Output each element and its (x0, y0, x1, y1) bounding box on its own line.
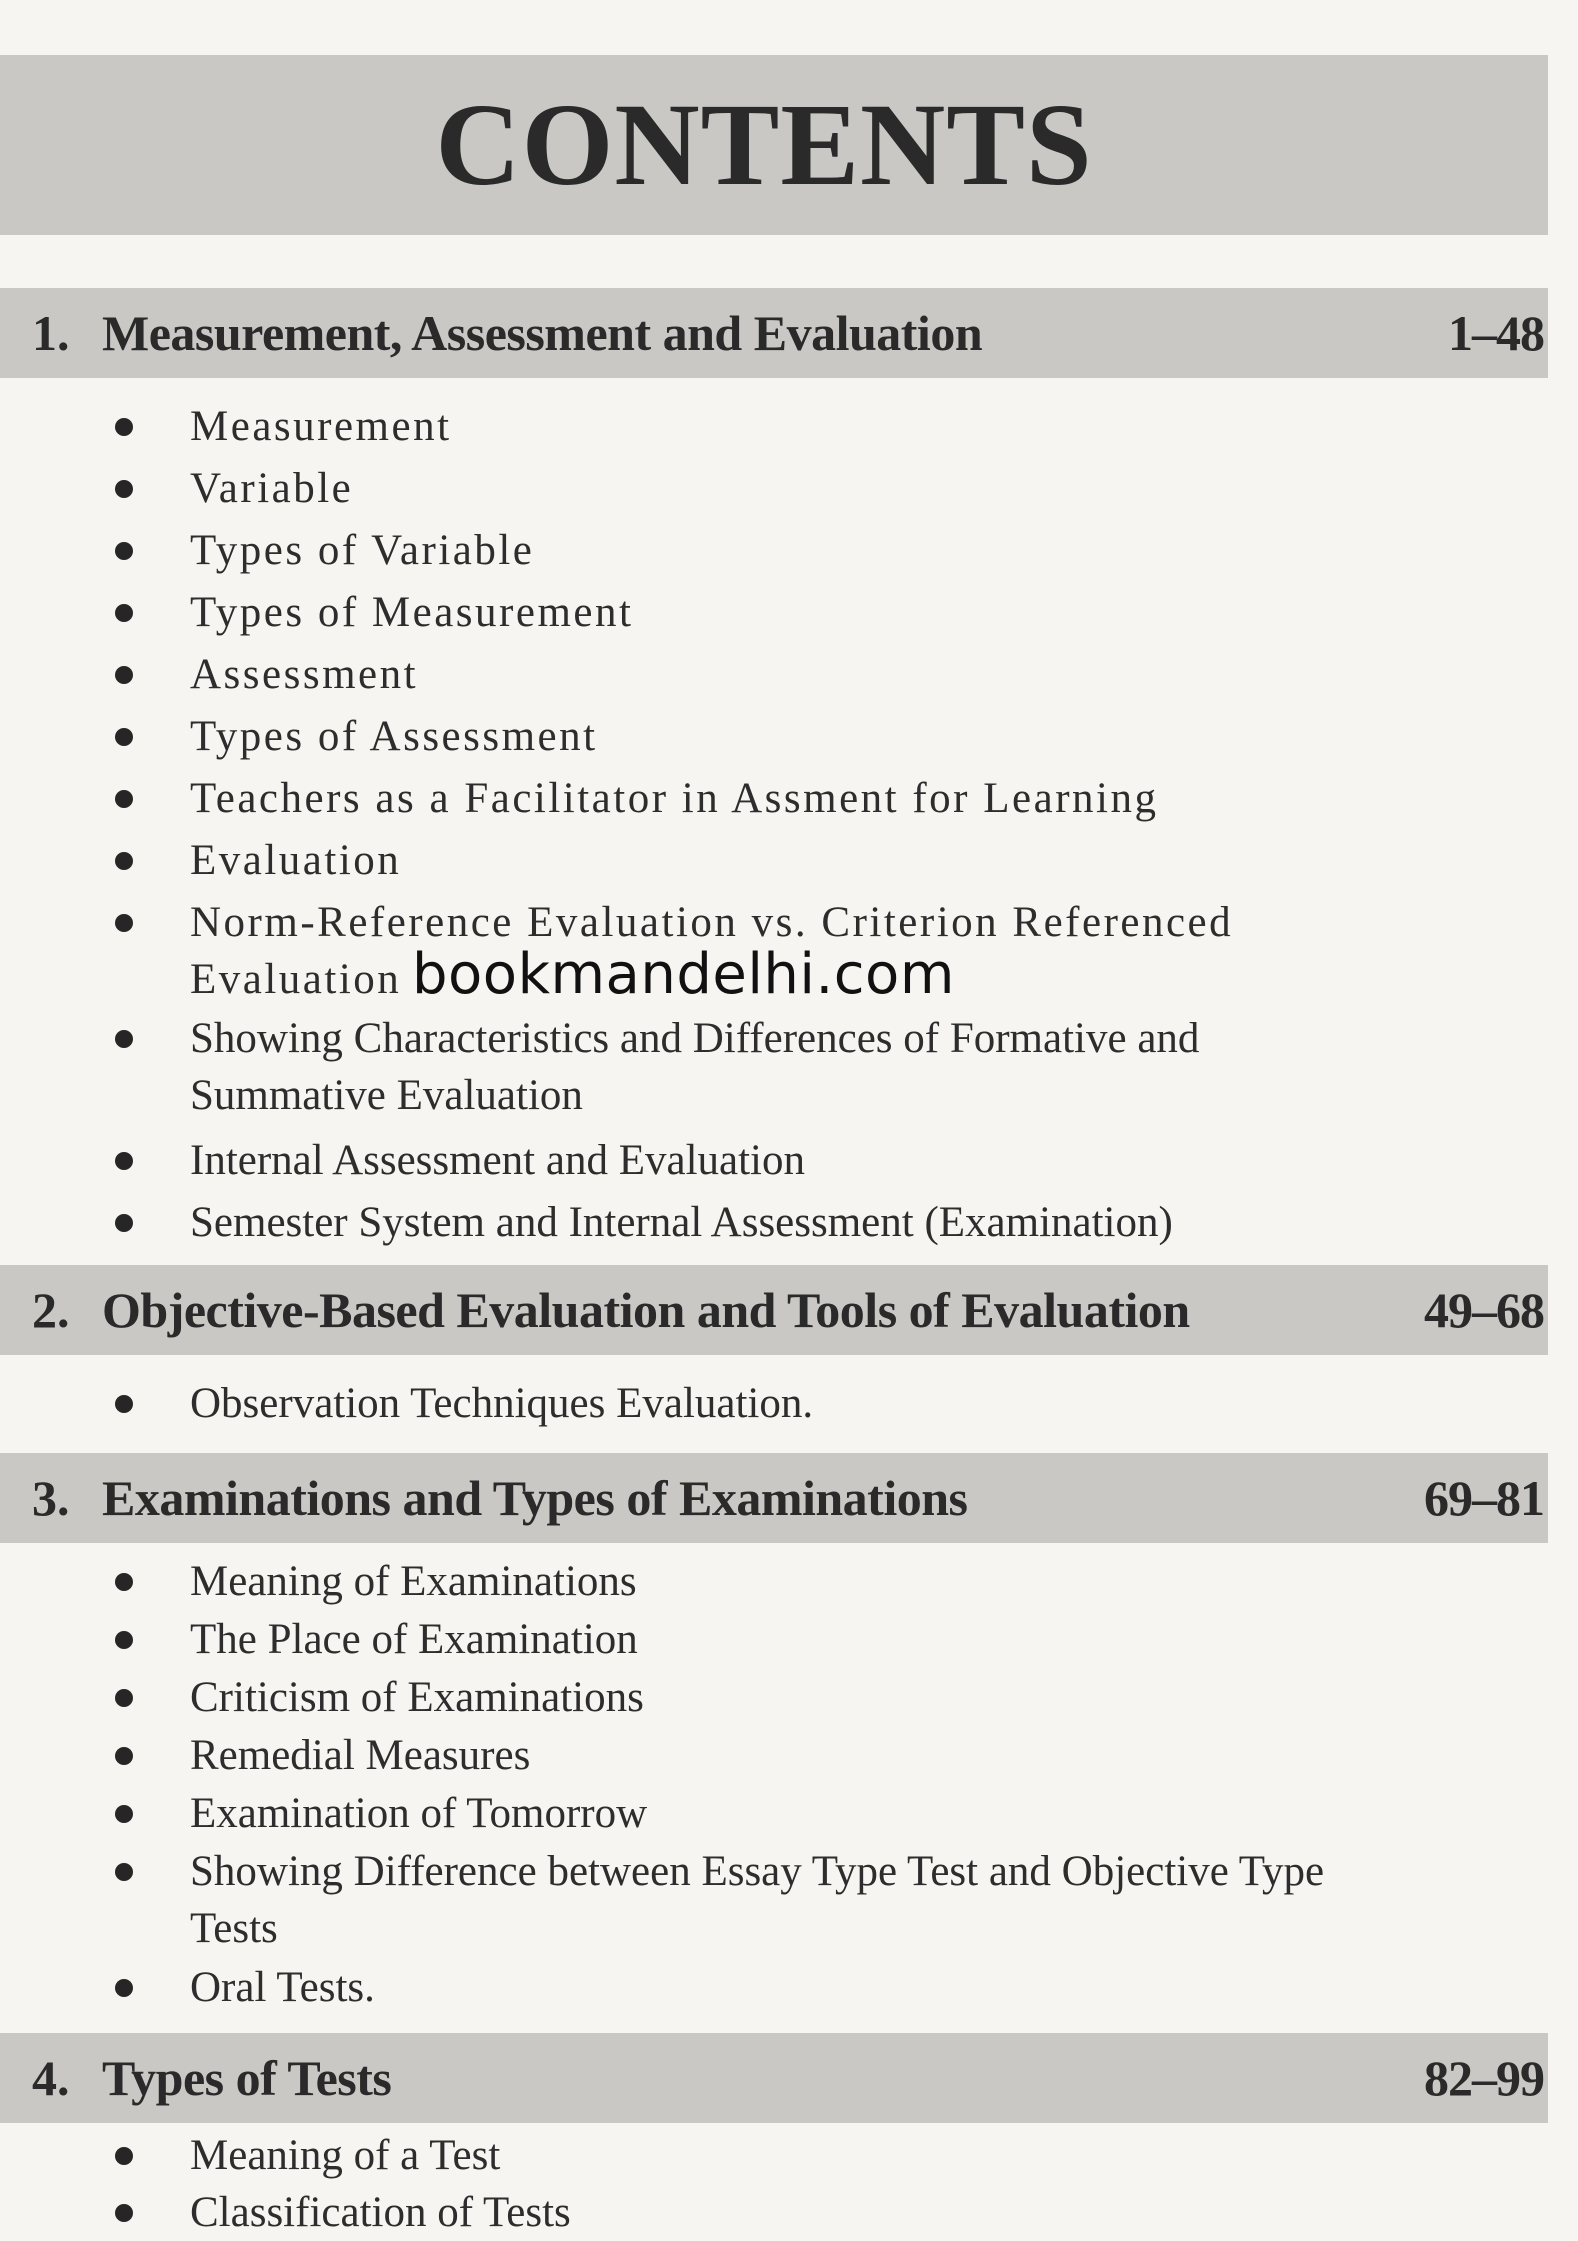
list-item[interactable] (0, 708, 1550, 770)
list-item[interactable] (0, 1785, 1550, 1843)
item-label: Types of Assessment (190, 713, 598, 760)
item-label: Internal Assessment and Evaluation (190, 1137, 805, 1184)
bullet-icon (115, 666, 133, 684)
item-label: Evaluation (190, 837, 402, 884)
list-item[interactable] (0, 460, 1550, 522)
chapter-number: 1. (32, 305, 70, 361)
chapter-number: 3. (32, 1470, 70, 1526)
list-item[interactable] (0, 1010, 1550, 1132)
item-label: Norm-Reference Evaluation vs. Criterion Referenced Evaluation (190, 899, 1234, 1003)
bullet-icon (115, 1863, 133, 1881)
chapter-heading-2[interactable] (0, 1265, 1548, 1355)
chapter-2-items (0, 1375, 1548, 1437)
bullet-icon (115, 2204, 133, 2222)
item-label: Criticism of Examinations (190, 1674, 644, 1721)
item-label: Meaning of Examinations (190, 1558, 637, 1605)
bullet-icon (115, 1152, 133, 1170)
list-item[interactable] (0, 2127, 1550, 2184)
list-item[interactable] (0, 832, 1550, 894)
chapter-number: 4. (32, 2050, 70, 2106)
bullet-icon (115, 480, 133, 498)
item-label: Showing Difference between Essay Type Test and Objective Type Tests (190, 1848, 1325, 1952)
bullet-icon (115, 1214, 133, 1232)
bullet-icon (115, 1747, 133, 1765)
bullet-icon (115, 728, 133, 746)
chapter-title: Types of Tests (102, 2050, 392, 2106)
item-label: Types of Variable (190, 527, 535, 574)
chapter-title: Measurement, Assessment and Evaluation (102, 305, 983, 361)
chapter-pages: 49–68 (1424, 1282, 1544, 1338)
bullet-icon (115, 1631, 133, 1649)
item-label: Teachers as a Facilitator in Assment for Learning (190, 775, 1159, 822)
bullet-icon (115, 1395, 133, 1413)
item-label: Observation Techniques Evaluation. (190, 1380, 814, 1427)
list-item[interactable] (0, 770, 1550, 832)
item-label: Semester System and Internal Assessment (Examination) (190, 1199, 1173, 1246)
item-label: Variable (190, 465, 354, 512)
bullet-icon (115, 1689, 133, 1707)
bullet-icon (115, 1805, 133, 1823)
chapter-1-items (0, 398, 1548, 1256)
list-item[interactable] (0, 2184, 1550, 2239)
chapter-heading-3[interactable] (0, 1453, 1548, 1543)
bullet-icon (115, 1979, 133, 1997)
chapter-title: Examinations and Types of Examinations (102, 1470, 968, 1526)
list-item[interactable] (0, 1611, 1550, 1669)
item-label: Assessment (190, 651, 419, 698)
bullet-icon (115, 1573, 133, 1591)
page-title: CONTENTS (435, 79, 1093, 210)
list-item[interactable] (0, 1669, 1550, 1727)
bullet-icon (115, 2147, 133, 2165)
list-item[interactable] (0, 1375, 1550, 1437)
chapter-pages: 69–81 (1424, 1470, 1544, 1526)
item-label: Showing Characteristics and Differences of Formative and Summative Evaluation (190, 1015, 1200, 1119)
item-label: Meaning of a Test (190, 2132, 501, 2179)
list-item[interactable] (0, 584, 1550, 646)
chapter-title: Objective-Based Evaluation and Tools of Evaluation (102, 1282, 1190, 1338)
item-label: Oral Tests. (190, 1964, 375, 2011)
list-item[interactable] (0, 646, 1550, 708)
item-label: The Place of Examination (190, 1616, 638, 1663)
contents-title-band (0, 55, 1548, 235)
list-item[interactable] (0, 1843, 1550, 1959)
bullet-icon (115, 418, 133, 436)
watermark: bookmandelhi.com (412, 942, 955, 1007)
bullet-icon (115, 790, 133, 808)
chapter-pages: 1–48 (1448, 305, 1544, 361)
list-item[interactable] (0, 1194, 1550, 1256)
item-label: Examination of Tomorrow (190, 1790, 648, 1837)
item-label: Classification of Tests (190, 2189, 571, 2236)
chapter-pages: 82–99 (1424, 2050, 1544, 2106)
chapter-4-items (0, 2127, 1548, 2239)
list-item[interactable] (0, 1727, 1550, 1785)
bullet-icon (115, 852, 133, 870)
item-label: Types of Measurement (190, 589, 634, 636)
list-item[interactable] (0, 1132, 1550, 1194)
item-label: Remedial Measures (190, 1732, 531, 1779)
list-item[interactable] (0, 522, 1550, 584)
chapter-heading-1[interactable] (0, 288, 1548, 378)
list-item[interactable] (0, 1553, 1550, 1611)
chapter-3-items (0, 1553, 1548, 2017)
bullet-icon (115, 542, 133, 560)
chapter-number: 2. (32, 1282, 70, 1338)
bullet-icon (115, 1030, 133, 1048)
list-item[interactable] (0, 1959, 1550, 2017)
list-item[interactable] (0, 398, 1550, 460)
item-label: Measurement (190, 403, 452, 450)
chapter-heading-4[interactable] (0, 2033, 1548, 2123)
bullet-icon (115, 914, 133, 932)
bullet-icon (115, 604, 133, 622)
